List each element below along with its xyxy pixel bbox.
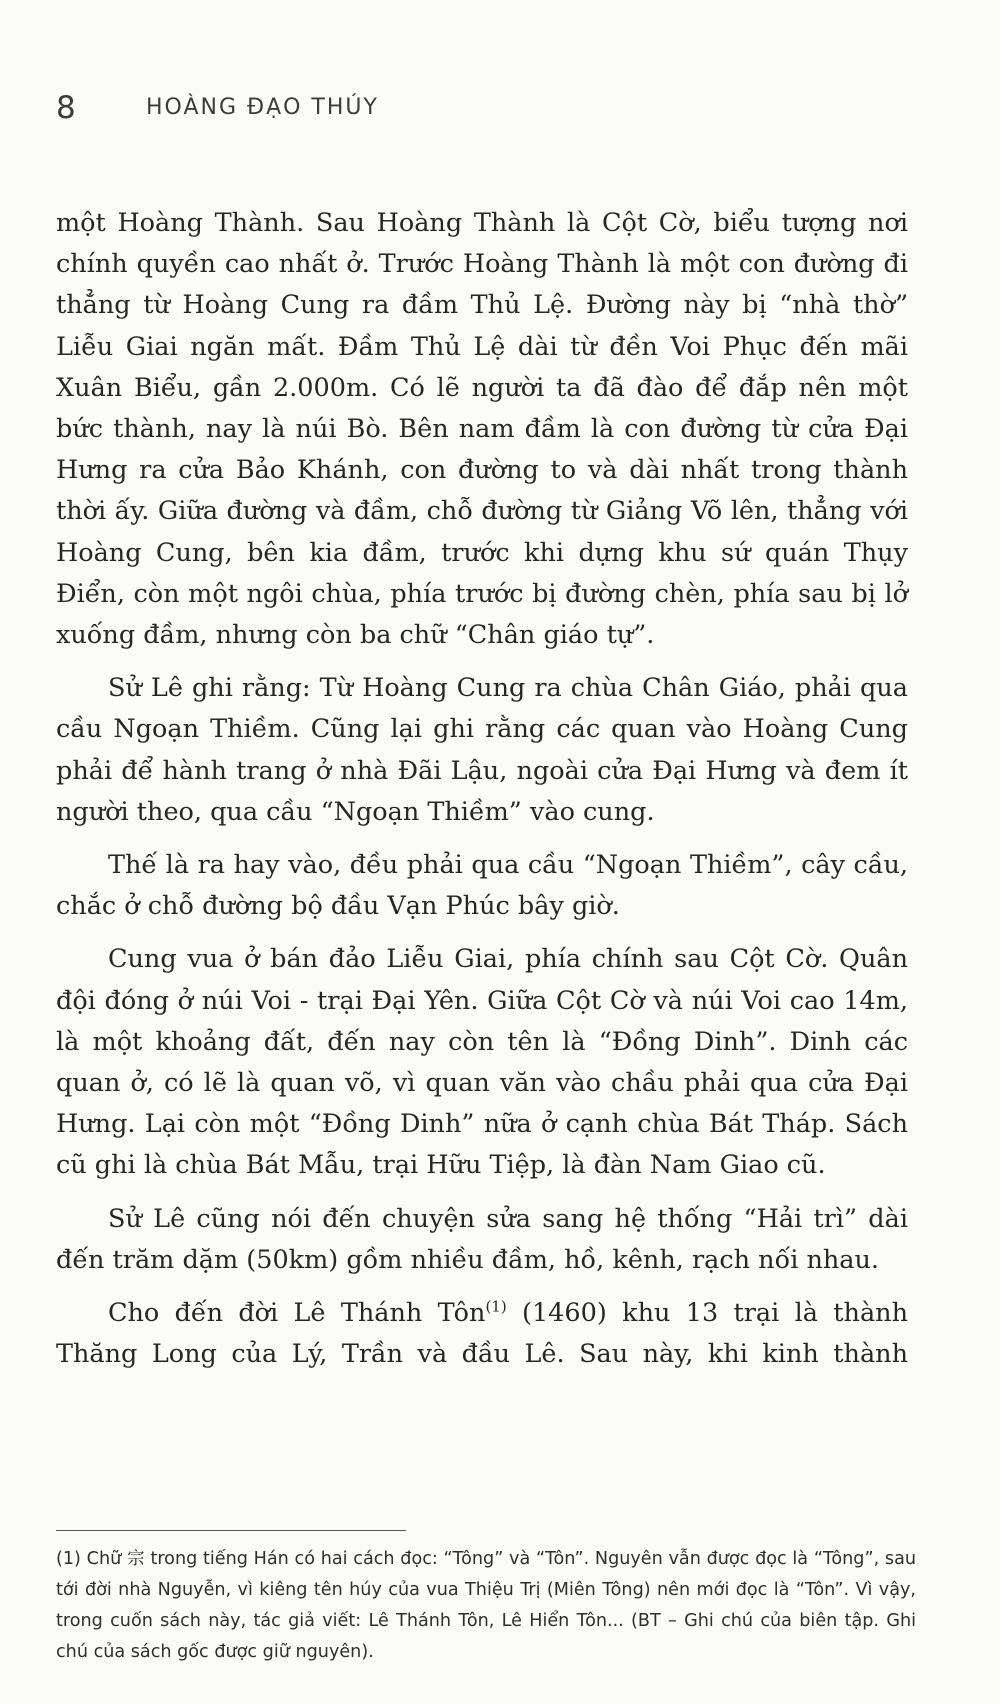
paragraph-3: Thế là ra hay vào, đều phải qua cầu “Ngoạn Thiềm”, cây cầu, chắc ở chỗ đường bộ đầu Vạn Phúc bây giờ. — [56, 850, 908, 922]
paragraph-5: Sử Lê cũng nói đến chuyện sửa sang hệ thống “Hải trì” dài đến trăm dặm (50km) gồm nhiều đầm, hồ, kênh, rạch nối nhau. — [56, 1203, 908, 1275]
footnote-reference-mark[interactable]: (1) — [485, 1297, 507, 1316]
footnote-text: (1) Chữ 宗 trong tiếng Hán có hai cách đọc: “Tông” và “Tôn”. Nguyên vẫn được đọc là “Tông”, sau tới đời nhà Nguyễn, vì kiêng tên húy của vua Thiệu Trị (Miên Tông) nên mới đọc là “Tôn”. Vì vậy, trong cuốn sách này, tác giả viết: Lê Thánh Tôn, Lê Hiển Tôn... (BT – Ghi chú của biên tập. Ghi chú của sách gốc được giữ nguyên). — [56, 1549, 916, 1662]
body-text — [56, 203, 908, 1387]
paragraph-1: một Hoàng Thành. Sau Hoàng Thành là Cột Cờ, biểu tượng nơi chính quyền cao nhất ở. Trước Hoàng Thành là một con đường đi thẳng từ Hoàng Cung ra đầm Thủ Lệ. Đường này bị “nhà thờ” Liễu Giai ngăn mất. Đầm Thủ Lệ dài từ đền Voi Phục đến mãi Xuân Biểu, gần 2.000m. Có lẽ người ta đã đào để đắp nên một bức thành, nay là núi Bò. Bên nam đầm là con đường từ cửa Đại Hưng ra cửa Bảo Khánh, con đường to và dài nhất trong thành thời ấy. Giữa đường và đầm, chỗ đường từ Giảng Võ lên, thẳng với Hoàng Cung, bên kia đầm, trước khi dựng khu sứ quán Thụy Điển, còn một ngôi chùa, phía trước bị đường chèn, phía sau bị lở xuống đầm, nhưng còn ba chữ “Chân giáo tự”. — [56, 208, 908, 651]
paragraph-6-start: Cho đến đời Lê Thánh Tôn — [108, 1298, 486, 1329]
running-header — [56, 88, 936, 128]
footnote-divider — [56, 1530, 406, 1531]
paragraph-6-continuation: (1460) khu 13 trại là thành Thăng Long của Lý, Trần và đầu Lê. Sau này, khi kinh thành — [56, 1298, 908, 1370]
running-head-author: HOÀNG ĐẠO THÚY — [146, 95, 379, 120]
paragraph-6 — [56, 1293, 908, 1375]
paragraph-4: Cung vua ở bán đảo Liễu Giai, phía chính sau Cột Cờ. Quân đội đóng ở núi Voi - trại Đại Yên. Giữa Cột Cờ và núi Voi cao 14m, là một khoảng đất, đến nay còn tên là “Đồng Dinh”. Dinh các quan ở, có lẽ là quan võ, vì quan văn vào chầu phải qua cửa Đại Hưng. Lại còn một “Đồng Dinh” nữa ở cạnh chùa Bát Tháp. Sách cũ ghi là chùa Bát Mẫu, trại Hữu Tiệp, là đàn Nam Giao cũ. — [56, 944, 908, 1181]
page-number: 8 — [56, 90, 76, 126]
paragraph-2: Sử Lê ghi rằng: Từ Hoàng Cung ra chùa Chân Giáo, phải qua cầu Ngoạn Thiềm. Cũng lại ghi rằng các quan vào Hoàng Cung phải để hành trang ở nhà Đãi Lậu, ngoài cửa Đại Hưng và đem ít người theo, qua cầu “Ngoạn Thiềm” vào cung. — [56, 673, 908, 827]
